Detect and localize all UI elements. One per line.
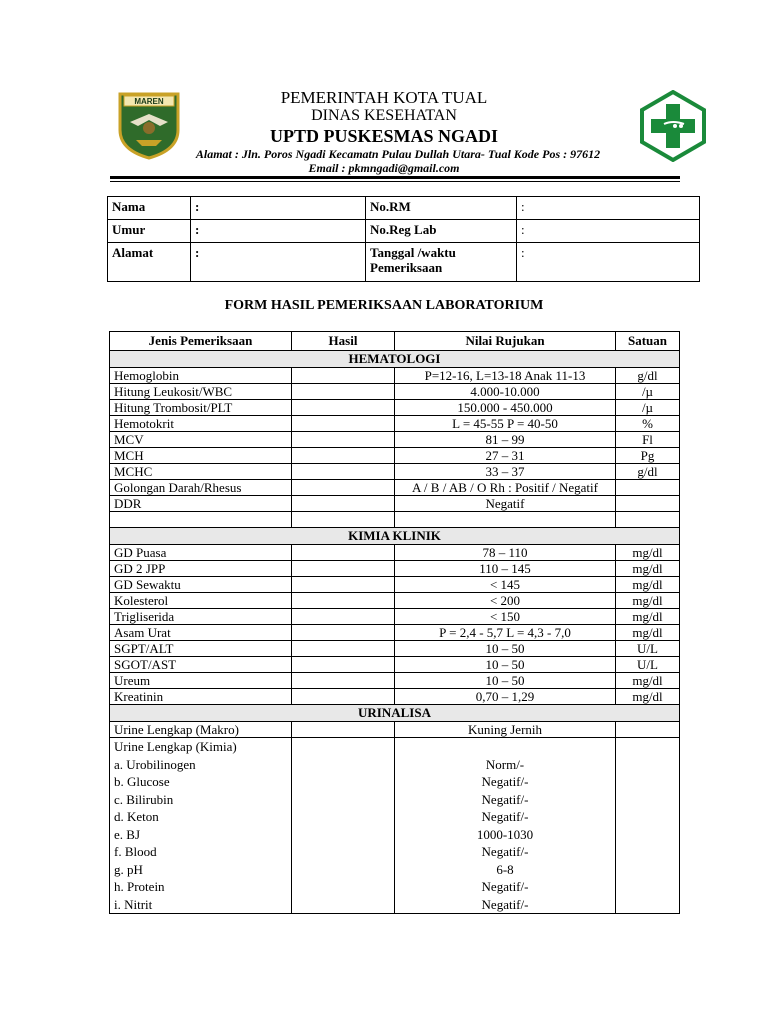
svg-text:MAREN: MAREN <box>134 97 164 106</box>
result-cell[interactable] <box>292 641 395 657</box>
result-cell[interactable] <box>292 657 395 673</box>
unit <box>616 496 680 512</box>
unit: mg/dl <box>616 673 680 689</box>
header-satuan: Satuan <box>616 332 680 351</box>
label-no-reg-lab: No.Reg Lab <box>366 220 517 243</box>
test-name: SGOT/AST <box>110 657 292 673</box>
reference-value: Negatif/- <box>481 879 529 894</box>
result-cell[interactable] <box>292 384 395 400</box>
unit: mg/dl <box>616 545 680 561</box>
field-no-reg-lab[interactable]: : <box>517 220 700 243</box>
test-name: Hitung Leukosit/WBC <box>110 384 292 400</box>
test-name: g. pH <box>114 861 143 877</box>
label-nama: Nama <box>108 197 191 220</box>
table-row-urine-kimia <box>110 738 680 914</box>
field-nama[interactable]: : <box>191 197 366 220</box>
table-row <box>110 480 680 496</box>
result-cell[interactable] <box>292 609 395 625</box>
section-title: URINALISA <box>110 705 680 722</box>
blank-cell <box>395 512 616 528</box>
test-name: Hitung Trombosit/PLT <box>110 400 292 416</box>
unit: % <box>616 416 680 432</box>
section-kimia-klinik <box>110 528 680 545</box>
reference-value: 78 – 110 <box>395 545 616 561</box>
reference-value: 6-8 <box>496 861 514 877</box>
test-name: Asam Urat <box>110 625 292 641</box>
section-hematologi <box>110 351 680 368</box>
table-row <box>110 673 680 689</box>
reference-value: 0,70 – 1,29 <box>395 689 616 705</box>
header-email: Email : pkmngadi@gmail.com <box>308 161 460 175</box>
label-alamat: Alamat <box>108 243 191 282</box>
label-umur: Umur <box>108 220 191 243</box>
blank-cell <box>616 512 680 528</box>
table-header-row <box>110 332 680 351</box>
test-name: Kolesterol <box>110 593 292 609</box>
table-row <box>110 561 680 577</box>
label-tanggal-line1: Tanggal /waktu <box>370 245 456 260</box>
field-umur[interactable]: : <box>191 220 366 243</box>
table-row <box>110 625 680 641</box>
reference-value: 81 – 99 <box>395 432 616 448</box>
reference-value: < 150 <box>395 609 616 625</box>
result-cell[interactable] <box>292 400 395 416</box>
reference-value: < 200 <box>395 593 616 609</box>
patient-row-umur <box>108 220 700 243</box>
unit <box>616 480 680 496</box>
result-cell[interactable] <box>292 577 395 593</box>
reference-value: P=12-16, L=13-18 Anak 11-13 <box>395 368 616 384</box>
table-row <box>110 593 680 609</box>
reference-value: 1000-1030 <box>476 826 534 842</box>
reference-value: Norm/- <box>485 756 525 772</box>
table-row <box>110 368 680 384</box>
reference-value: 10 – 50 <box>395 641 616 657</box>
result-cell[interactable] <box>292 561 395 577</box>
reference-value: L = 45-55 P = 40-50 <box>395 416 616 432</box>
lab-results-table <box>109 331 680 914</box>
unit: mg/dl <box>616 577 680 593</box>
label-tanggal-line2: Pemeriksaan <box>370 260 443 275</box>
urine-kimia-refs <box>395 738 616 914</box>
reference-value: < 145 <box>395 577 616 593</box>
result-cell[interactable] <box>292 496 395 512</box>
header-address: Alamat : Jln. Poros Ngadi Kecamatn Pulau Dullah Utara- Tual Kode Pos : 97612 <box>195 147 601 161</box>
section-urinalisa <box>110 705 680 722</box>
table-row <box>110 416 680 432</box>
unit: Pg <box>616 448 680 464</box>
test-name: b. Glucose <box>114 774 170 789</box>
test-name: DDR <box>110 496 292 512</box>
label-tanggal-waktu <box>366 243 517 282</box>
test-name: a. Urobilinogen <box>114 756 196 772</box>
test-name: MCV <box>110 432 292 448</box>
blank-cell <box>110 512 292 528</box>
reference-value: Negatif <box>395 496 616 512</box>
test-name: c. Bilirubin <box>114 791 174 807</box>
reference-value: P = 2,4 - 5,7 L = 4,3 - 7,0 <box>395 625 616 641</box>
urine-kimia-names <box>110 738 292 914</box>
unit <box>616 722 680 738</box>
test-name: MCHC <box>110 464 292 480</box>
reference-value: Kuning Jernih <box>395 722 616 738</box>
header-nilai-rujukan: Nilai Rujukan <box>395 332 616 351</box>
test-name: f. Blood <box>114 844 157 859</box>
test-name: h. Protein <box>114 879 165 894</box>
test-name: e. BJ <box>114 826 140 842</box>
unit: g/dl <box>616 464 680 480</box>
header-puskesmas: UPTD PUSKESMAS NGADI <box>269 126 499 146</box>
test-name: d. Keton <box>114 809 159 824</box>
test-name: Trigliserida <box>110 609 292 625</box>
field-no-rm[interactable]: : <box>517 197 700 220</box>
test-name: Ureum <box>110 673 292 689</box>
reference-value: 27 – 31 <box>395 448 616 464</box>
header-divider-thin <box>110 181 680 182</box>
unit: mg/dl <box>616 593 680 609</box>
table-row <box>110 689 680 705</box>
reference-value: Negatif/- <box>481 791 529 807</box>
table-row <box>110 577 680 593</box>
unit: /µ <box>616 384 680 400</box>
reference-value: Negatif/- <box>481 896 529 912</box>
test-name: GD Sewaktu <box>110 577 292 593</box>
reference-value: Negatif/- <box>481 809 529 824</box>
test-name: Urine Lengkap (Makro) <box>110 722 292 738</box>
result-cell[interactable] <box>292 689 395 705</box>
reference-value: Negatif/- <box>481 844 529 859</box>
table-row <box>110 641 680 657</box>
field-alamat[interactable]: : <box>191 243 366 282</box>
test-name: Golongan Darah/Rhesus <box>110 480 292 496</box>
test-name: SGPT/ALT <box>110 641 292 657</box>
result-cell[interactable] <box>292 512 395 528</box>
table-row <box>110 722 680 738</box>
unit: /µ <box>616 400 680 416</box>
unit: mg/dl <box>616 625 680 641</box>
result-cell[interactable] <box>292 545 395 561</box>
result-cell[interactable] <box>292 368 395 384</box>
unit <box>616 738 680 914</box>
result-cell[interactable] <box>292 464 395 480</box>
result-cell[interactable] <box>292 432 395 448</box>
patient-row-nama <box>108 197 700 220</box>
reference-value: Negatif/- <box>481 774 529 789</box>
test-name: Urine Lengkap (Kimia) <box>114 739 237 754</box>
unit: mg/dl <box>616 561 680 577</box>
result-cell[interactable] <box>292 593 395 609</box>
reference-value: 10 – 50 <box>395 657 616 673</box>
test-name: Hemotokrit <box>110 416 292 432</box>
reference-value: 4.000-10.000 <box>395 384 616 400</box>
result-cell[interactable] <box>292 625 395 641</box>
result-cell[interactable] <box>292 738 395 914</box>
result-cell[interactable] <box>292 722 395 738</box>
table-row <box>110 496 680 512</box>
table-row <box>110 609 680 625</box>
test-name: MCH <box>110 448 292 464</box>
reference-value: 150.000 - 450.000 <box>395 400 616 416</box>
table-row <box>110 464 680 480</box>
test-name: Hemoglobin <box>110 368 292 384</box>
test-name: i. Nitrit <box>114 896 153 912</box>
reference-value: A / B / AB / O Rh : Positif / Negatif <box>395 480 616 496</box>
table-row <box>110 657 680 673</box>
test-name: GD 2 JPP <box>110 561 292 577</box>
result-cell[interactable] <box>292 673 395 689</box>
test-name: GD Puasa <box>110 545 292 561</box>
reference-value: 110 – 145 <box>395 561 616 577</box>
header-government: PEMERINTAH KOTA TUAL <box>280 88 488 107</box>
table-row <box>110 448 680 464</box>
test-name: Kreatinin <box>110 689 292 705</box>
blank-row <box>110 512 680 528</box>
form-title: FORM HASIL PEMERIKSAAN LABORATORIUM <box>224 298 544 313</box>
label-no-rm: No.RM <box>366 197 517 220</box>
unit: mg/dl <box>616 689 680 705</box>
table-row <box>110 432 680 448</box>
reference-value: 33 – 37 <box>395 464 616 480</box>
patient-row-alamat <box>108 243 700 282</box>
table-row <box>110 400 680 416</box>
header-department: DINAS KESEHATAN <box>311 107 457 124</box>
reference-value: 10 – 50 <box>395 673 616 689</box>
unit: mg/dl <box>616 609 680 625</box>
field-tanggal-waktu[interactable]: : <box>517 243 700 282</box>
table-row <box>110 545 680 561</box>
header-divider-thick <box>110 176 680 179</box>
unit: g/dl <box>616 368 680 384</box>
table-row <box>110 384 680 400</box>
patient-info-table <box>107 196 700 282</box>
section-title: KIMIA KLINIK <box>110 528 680 545</box>
unit: U/L <box>616 641 680 657</box>
header-jenis: Jenis Pemeriksaan <box>110 332 292 351</box>
unit: U/L <box>616 657 680 673</box>
result-cell[interactable] <box>292 416 395 432</box>
section-title: HEMATOLOGI <box>110 351 680 368</box>
unit: Fl <box>616 432 680 448</box>
result-cell[interactable] <box>292 448 395 464</box>
result-cell[interactable] <box>292 480 395 496</box>
header-hasil: Hasil <box>292 332 395 351</box>
